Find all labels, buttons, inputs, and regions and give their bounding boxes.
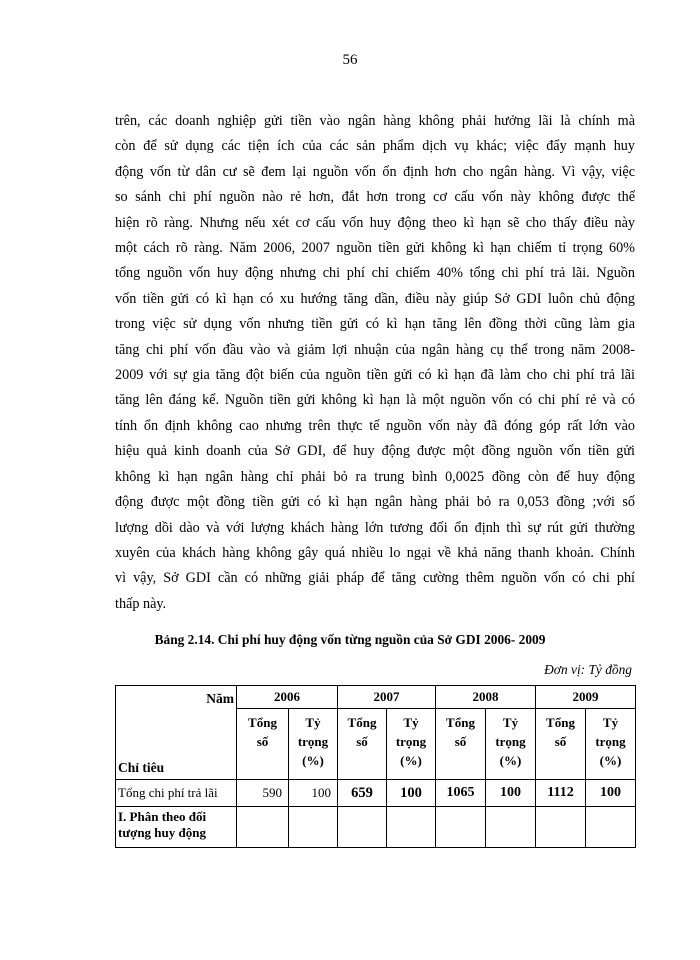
- total-subheader: Tổng số: [536, 709, 586, 780]
- total-subheader: Tổng số: [237, 709, 289, 780]
- cost-table: [115, 685, 636, 848]
- year-header: 2007: [338, 686, 436, 709]
- table-caption: Bảng 2.14. Chi phí huy động vốn từng nguồn của Sở GDI 2006- 2009: [154, 632, 546, 647]
- table-cell: 100: [486, 780, 536, 807]
- table-row: [116, 780, 636, 807]
- paragraph-line: động vốn từ dân cư sẽ đem lại nguồn vốn ổn định hơn cho ngân hàng. Vì vậy, việc: [115, 163, 635, 180]
- paragraph-line: hiện rõ ràng. Nhưng nếu xét cơ cấu vốn huy động theo kì hạn sẽ cho thấy điều này: [115, 214, 635, 231]
- indicator-axis-label: Chỉ tiêu: [118, 760, 165, 775]
- row-label: Tổng chi phí trả lãi: [116, 780, 237, 807]
- paragraph-line: tăng chi phí vốn đầu vào và giảm lợi nhuận của ngân hàng cụ thể trong năm 2008-: [115, 341, 635, 358]
- total-subheader: Tổng số: [338, 709, 387, 780]
- table-cell: 100: [586, 780, 636, 807]
- share-subheader: Tỷ trọng (%): [486, 709, 536, 780]
- table-cell: 590: [237, 780, 289, 807]
- paragraph-line: trên, các doanh nghiệp gửi tiền vào ngân hàng không phải hưởng lãi là chính mà: [115, 113, 635, 129]
- corner-header-cell: [116, 686, 237, 780]
- table-cell: 100: [387, 780, 436, 807]
- share-subheader: Tỷ trọng (%): [387, 709, 436, 780]
- year-header: 2006: [237, 686, 338, 709]
- paragraph-line: không kì hạn ngân hàng chỉ phải bỏ ra trung bình 0,0025 đồng còn để huy động: [115, 468, 635, 485]
- paragraph-line: 2009 với sự gia tăng đột biến của nguồn tiền gửi có kì hạn đã làm cho chi phí trả lãi: [115, 367, 635, 384]
- table-row: [116, 807, 636, 848]
- table-cell: [237, 807, 289, 848]
- table-cell: [289, 807, 338, 848]
- paragraph-line: xuyên của khách hàng không gây quá nhiều lo ngại về khả năng thanh khoản. Chính: [115, 544, 635, 561]
- table-cell: 100: [289, 780, 338, 807]
- row-label: I. Phân theo đối tượng huy động: [116, 807, 237, 848]
- paragraph-line: tổng nguồn vốn huy động nhưng chi phí chỉ chiếm 40% tổng chi phí trả lãi. Nguồn: [115, 265, 635, 282]
- year-axis-label: Năm: [206, 691, 234, 706]
- table-cell: [436, 807, 486, 848]
- total-subheader: Tổng số: [436, 709, 486, 780]
- paragraph-line: so sánh chi phí nguồn nào rẻ hơn, đắt hơn trong cơ cấu vốn này không được thể: [115, 189, 635, 206]
- table-cell: 1065: [436, 780, 486, 807]
- paragraph-line: một cách rõ ràng. Năm 2006, 2007 nguồn tiền gửi không kì hạn chiếm tỉ trọng 60%: [115, 240, 635, 257]
- share-subheader: Tỷ trọng (%): [289, 709, 338, 780]
- paragraph-line: thấp này.: [115, 595, 167, 612]
- table-cell: 659: [338, 780, 387, 807]
- page-number: 56: [342, 52, 358, 68]
- paragraph-line: lượng dồi dào và với lượng khách hàng lớn tương đối ổn định thì sự rút gửi thường: [115, 519, 635, 536]
- paragraph-line: tăng lên đáng kể. Nguồn tiền gửi không kì hạn là một nguồn vốn có chi phí rẻ và có: [115, 392, 635, 409]
- table-cell: [387, 807, 436, 848]
- unit-label: Đơn vị: Tỷ đồng: [544, 662, 632, 677]
- year-header: 2009: [536, 686, 636, 709]
- table-cell: [586, 807, 636, 848]
- table-cell: [338, 807, 387, 848]
- table-header-row: [116, 686, 636, 709]
- paragraph-line: vốn tiền gửi có kì hạn có xu hướng tăng dần, điều này giúp Sở GDI luôn chủ động: [115, 290, 635, 307]
- table-cell: [536, 807, 586, 848]
- paragraph-line: trong việc sử dụng vốn nhưng tiền gửi có kì hạn tăng lên đồng thời cũng làm gia: [115, 316, 635, 333]
- paragraph-line: động được một đồng tiền gửi có kì hạn ngân hàng phải bỏ ra 0,053 đồng ;với số: [115, 494, 635, 511]
- share-subheader: Tỷ trọng (%): [586, 709, 636, 780]
- paragraph-line: tính ổn định không cao nhưng trên thực tế nguồn vốn này đã đóng góp rất lớn vào: [115, 417, 635, 434]
- table-cell: 1112: [536, 780, 586, 807]
- paragraph-line: vì vậy, Sở GDI cần có những giải pháp để tăng cường thêm nguồn vốn có chi phí: [115, 570, 635, 587]
- paragraph-line: hiệu quả kinh doanh của Sở GDI, để huy động được một đồng nguồn vốn tiền gửi: [115, 443, 635, 460]
- body-paragraph: [115, 109, 635, 617]
- year-header: 2008: [436, 686, 536, 709]
- paragraph-line: còn để sử dụng các tiện ích của các sản phẩm dịch vụ khác; việc đẩy mạnh huy: [115, 138, 635, 155]
- table-cell: [486, 807, 536, 848]
